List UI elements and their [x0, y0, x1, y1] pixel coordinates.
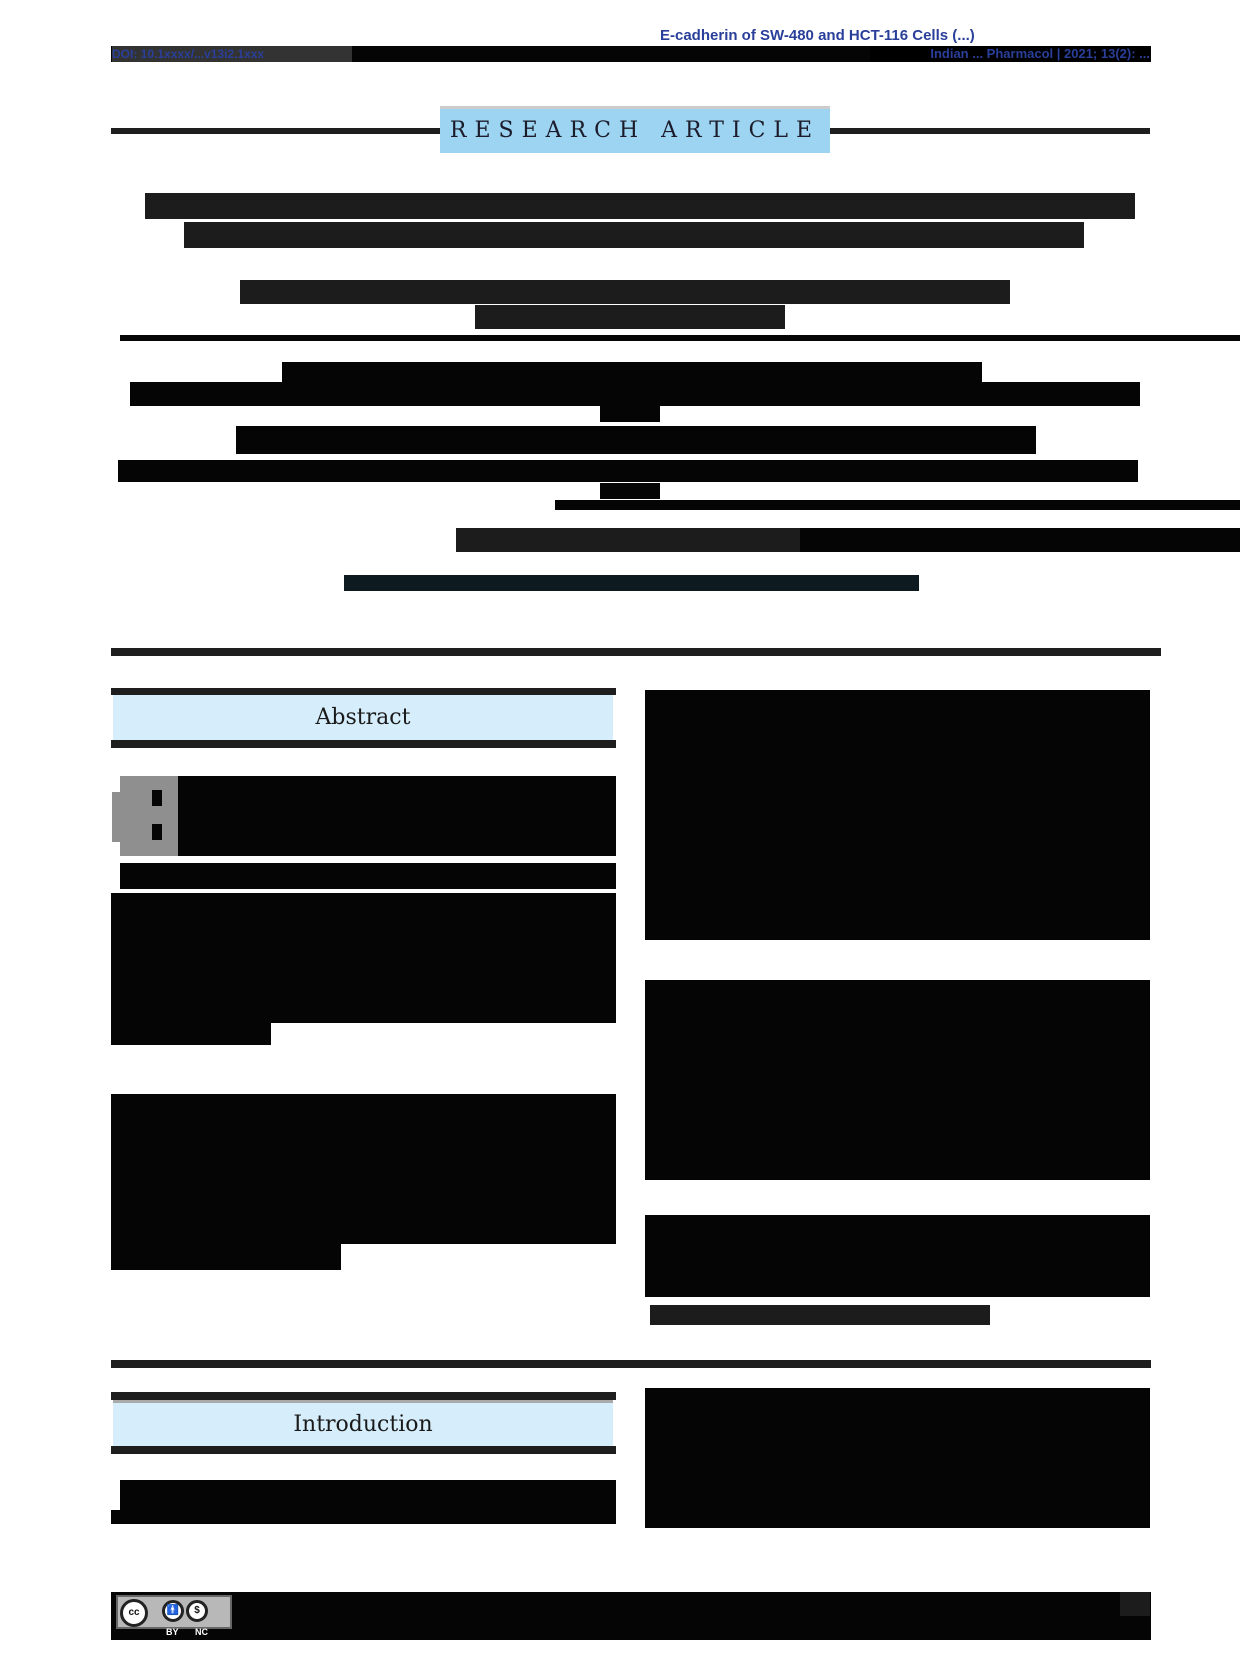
cc-license-badge[interactable] [116, 1595, 232, 1629]
article-link-line[interactable] [650, 1305, 990, 1325]
affil-line-4 [236, 426, 1036, 454]
intro-rule-top [111, 1392, 616, 1400]
section-divider-top [111, 648, 1161, 656]
abstract-lines-5-9 [111, 893, 616, 1023]
dropcap-b [112, 776, 178, 856]
attribution-icon: 🚹 [162, 1600, 184, 1622]
footer-redaction-bar [111, 1592, 1151, 1640]
authors-line-1 [240, 280, 1010, 304]
page-number [1120, 1592, 1150, 1616]
title-line-1 [145, 193, 1135, 219]
affil-line-3 [600, 406, 660, 422]
abstract-para-2 [111, 1094, 616, 1244]
article-type-banner: RESEARCH ARTICLE [440, 106, 830, 153]
abstract-lines-1-3 [178, 776, 616, 856]
noncommercial-icon: $ [186, 1600, 208, 1622]
banner-rule-right [830, 128, 1150, 134]
creative-commons-icon: cc [120, 1599, 148, 1627]
correspondence-rule [555, 500, 1240, 510]
intro-right-column [645, 1388, 1150, 1528]
correspondence-redaction [800, 528, 1240, 552]
journal-citation: Indian ... Pharmacol | 2021; 13(2): ... [870, 46, 1150, 62]
keywords-block [645, 1215, 1150, 1297]
dates-line [344, 575, 919, 591]
section-divider-bottom [111, 1360, 1151, 1368]
abstract-rule-top [111, 688, 616, 695]
affil-rule [120, 335, 1240, 341]
authors-line-2 [475, 305, 785, 329]
doi-link[interactable]: DOI: 10.1xxxx/...v13i2.1xxx [112, 46, 352, 62]
intro-left-line-1 [120, 1480, 616, 1510]
title-line-2 [184, 222, 1084, 248]
abstract-line-10 [111, 1023, 271, 1045]
abstract-right-para-2 [645, 980, 1150, 1180]
intro-left-line-2 [111, 1510, 616, 1524]
banner-rule-left [111, 128, 441, 134]
correspondence-email[interactable] [456, 528, 806, 552]
abstract-line-4 [120, 863, 616, 889]
running-title-link[interactable]: E-cadherin of SW-480 and HCT-116 Cells (...) [660, 27, 975, 44]
cc-label-nc: NC [195, 1627, 208, 1637]
abstract-rule-bottom [111, 740, 616, 748]
affil-line-6 [600, 483, 660, 499]
abstract-right-para-1 [645, 690, 1150, 940]
affil-line-2 [130, 382, 1140, 406]
abstract-heading: Abstract [113, 695, 613, 740]
introduction-heading: Introduction [113, 1400, 613, 1446]
abstract-para-2-end [111, 1244, 341, 1270]
cc-label-by: BY [166, 1627, 179, 1637]
affil-line-5 [118, 460, 1138, 482]
intro-rule-bottom [111, 1446, 616, 1454]
